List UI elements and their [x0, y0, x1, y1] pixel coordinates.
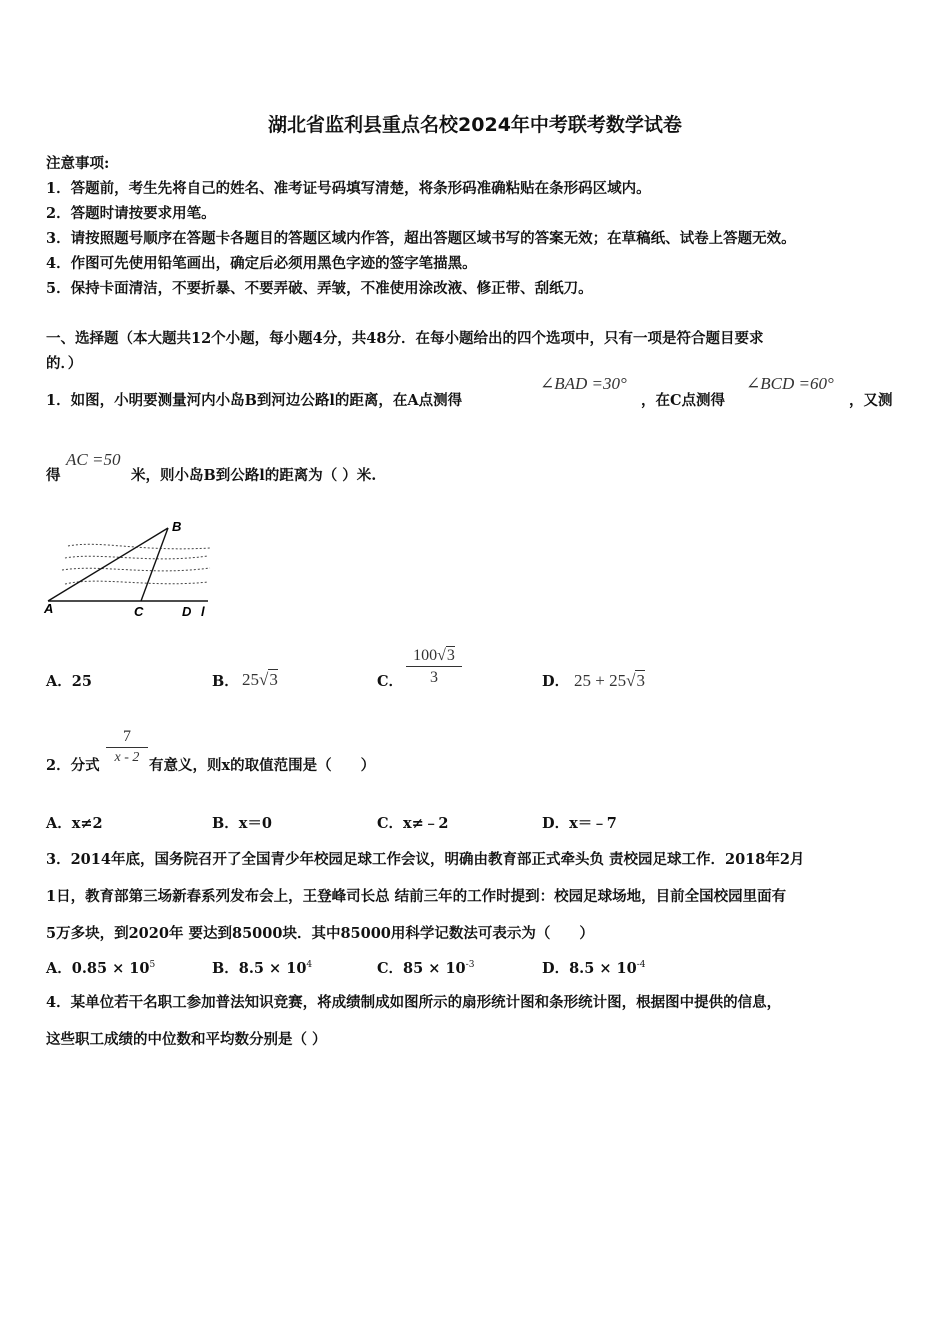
q3-text: 5万多块，到2020年 要达到85000块．其中85000用科学记数法可表示为（ ） [46, 925, 594, 942]
q2-option-b: B．x＝0 [212, 815, 272, 832]
q3-option-b: B．$8.5 \times 10^4$ [212, 960, 313, 977]
notice-item: 2．答题时请按要求用笔。 [46, 205, 216, 222]
q1-option-d-value: 25 + 25√3 [574, 671, 645, 690]
segment-cb [141, 528, 168, 601]
q1-option-b-label: B． [212, 673, 239, 690]
q3-text: 3．2014年底，国务院召开了全国青少年校园足球工作会议，明确由教育部正式牵头负 责校园足球工作．2018年2月 [46, 851, 805, 868]
label-b: B [172, 519, 182, 534]
q1-length-ac: AC =50 [66, 450, 121, 469]
q1-option-b-value: 25√3 [242, 670, 278, 689]
q2-text: 2．分式 [46, 757, 100, 774]
q3-option-d: D．$8.5 \times 10^{-4}$ [542, 960, 646, 977]
notice-heading: 注意事项: [46, 155, 110, 172]
label-d: D [182, 604, 192, 619]
notice-item: 4．作图可先使用铅笔画出，确定后必须用黑色字迹的签字笔描黑。 [46, 255, 477, 272]
q2-option-d: D．x＝﹣7 [542, 815, 617, 832]
q3-option-c: C．$85 \times 10^{-3}$ [377, 960, 475, 977]
notice-item: 3．请按照题号顺序在答题卡各题目的答题区域内作答，超出答题区域书写的答案无效；在草稿纸、试卷上答题无效。 [46, 230, 796, 247]
q3-text: 1日，教育部第三场新春系列发布会上，王登峰司长总 结前三年的工作时提到：校园足球场地，目前全国校园里面有 [46, 888, 787, 905]
q2-option-a: A．x≠2 [46, 815, 103, 832]
notice-item: 5．保持卡面清洁，不要折暴、不要弄破、弄皱，不准使用涂改液、修正带、刮纸刀。 [46, 280, 593, 297]
q1-option-a: A．25 [46, 673, 92, 690]
q4-text: 这些职工成绩的中位数和平均数分别是（ ） [46, 1031, 327, 1048]
q1-figure [40, 512, 220, 624]
section-heading: 一、选择题（本大题共12个小题，每小题4分，共48分．在每小题给出的四个选项中，只有一项是符合题目要求 [46, 330, 764, 347]
segment-ab [48, 528, 168, 601]
q1-option-c-label: C． [377, 673, 404, 690]
q1-option-c-fraction: 100√3 3 [406, 647, 462, 687]
label-a: A [44, 601, 54, 616]
section-heading-cont: 的．） [46, 355, 83, 372]
q1-angle-bad: ∠BAD =30° [540, 374, 627, 393]
q1-text: 得 [46, 467, 61, 484]
q1-text: 米，则小岛B到公路l的距离为（ ）米. [131, 467, 377, 484]
q1-text: 1．如图，小明要测量河内小岛B到河边公路l的距离，在A点测得 [46, 392, 463, 409]
q2-fraction: 7 x - 2 [106, 728, 148, 766]
notice-item: 1．答题前，考生先将自己的姓名、准考证号码填写清楚，将条形码准确粘贴在条形码区域内。 [46, 180, 651, 197]
q2-option-c: C．x≠﹣2 [377, 815, 449, 832]
q2-text: 有意义，则x的取值范围是（ ） [149, 757, 376, 774]
q1-diagram [40, 512, 220, 624]
q1-text: ，在C点测得 [641, 392, 726, 409]
q1-angle-bcd: ∠BCD =60° [746, 374, 834, 393]
q3-option-a: A．$0.85 \times 10^5$ [46, 960, 156, 977]
q1-option-d-label: D． [542, 673, 570, 690]
label-c: C [134, 604, 144, 619]
q1-text: ，又测 [849, 392, 893, 409]
q4-text: 4．某单位若干名职工参加普法知识竞赛，将成绩制成如图所示的扇形统计图和条形统计图，根据图中提供的信息， [46, 994, 782, 1011]
page-title: 湖北省监利县重点名校2024年中考联考数学试卷 [268, 114, 682, 136]
label-l: l [201, 604, 205, 619]
